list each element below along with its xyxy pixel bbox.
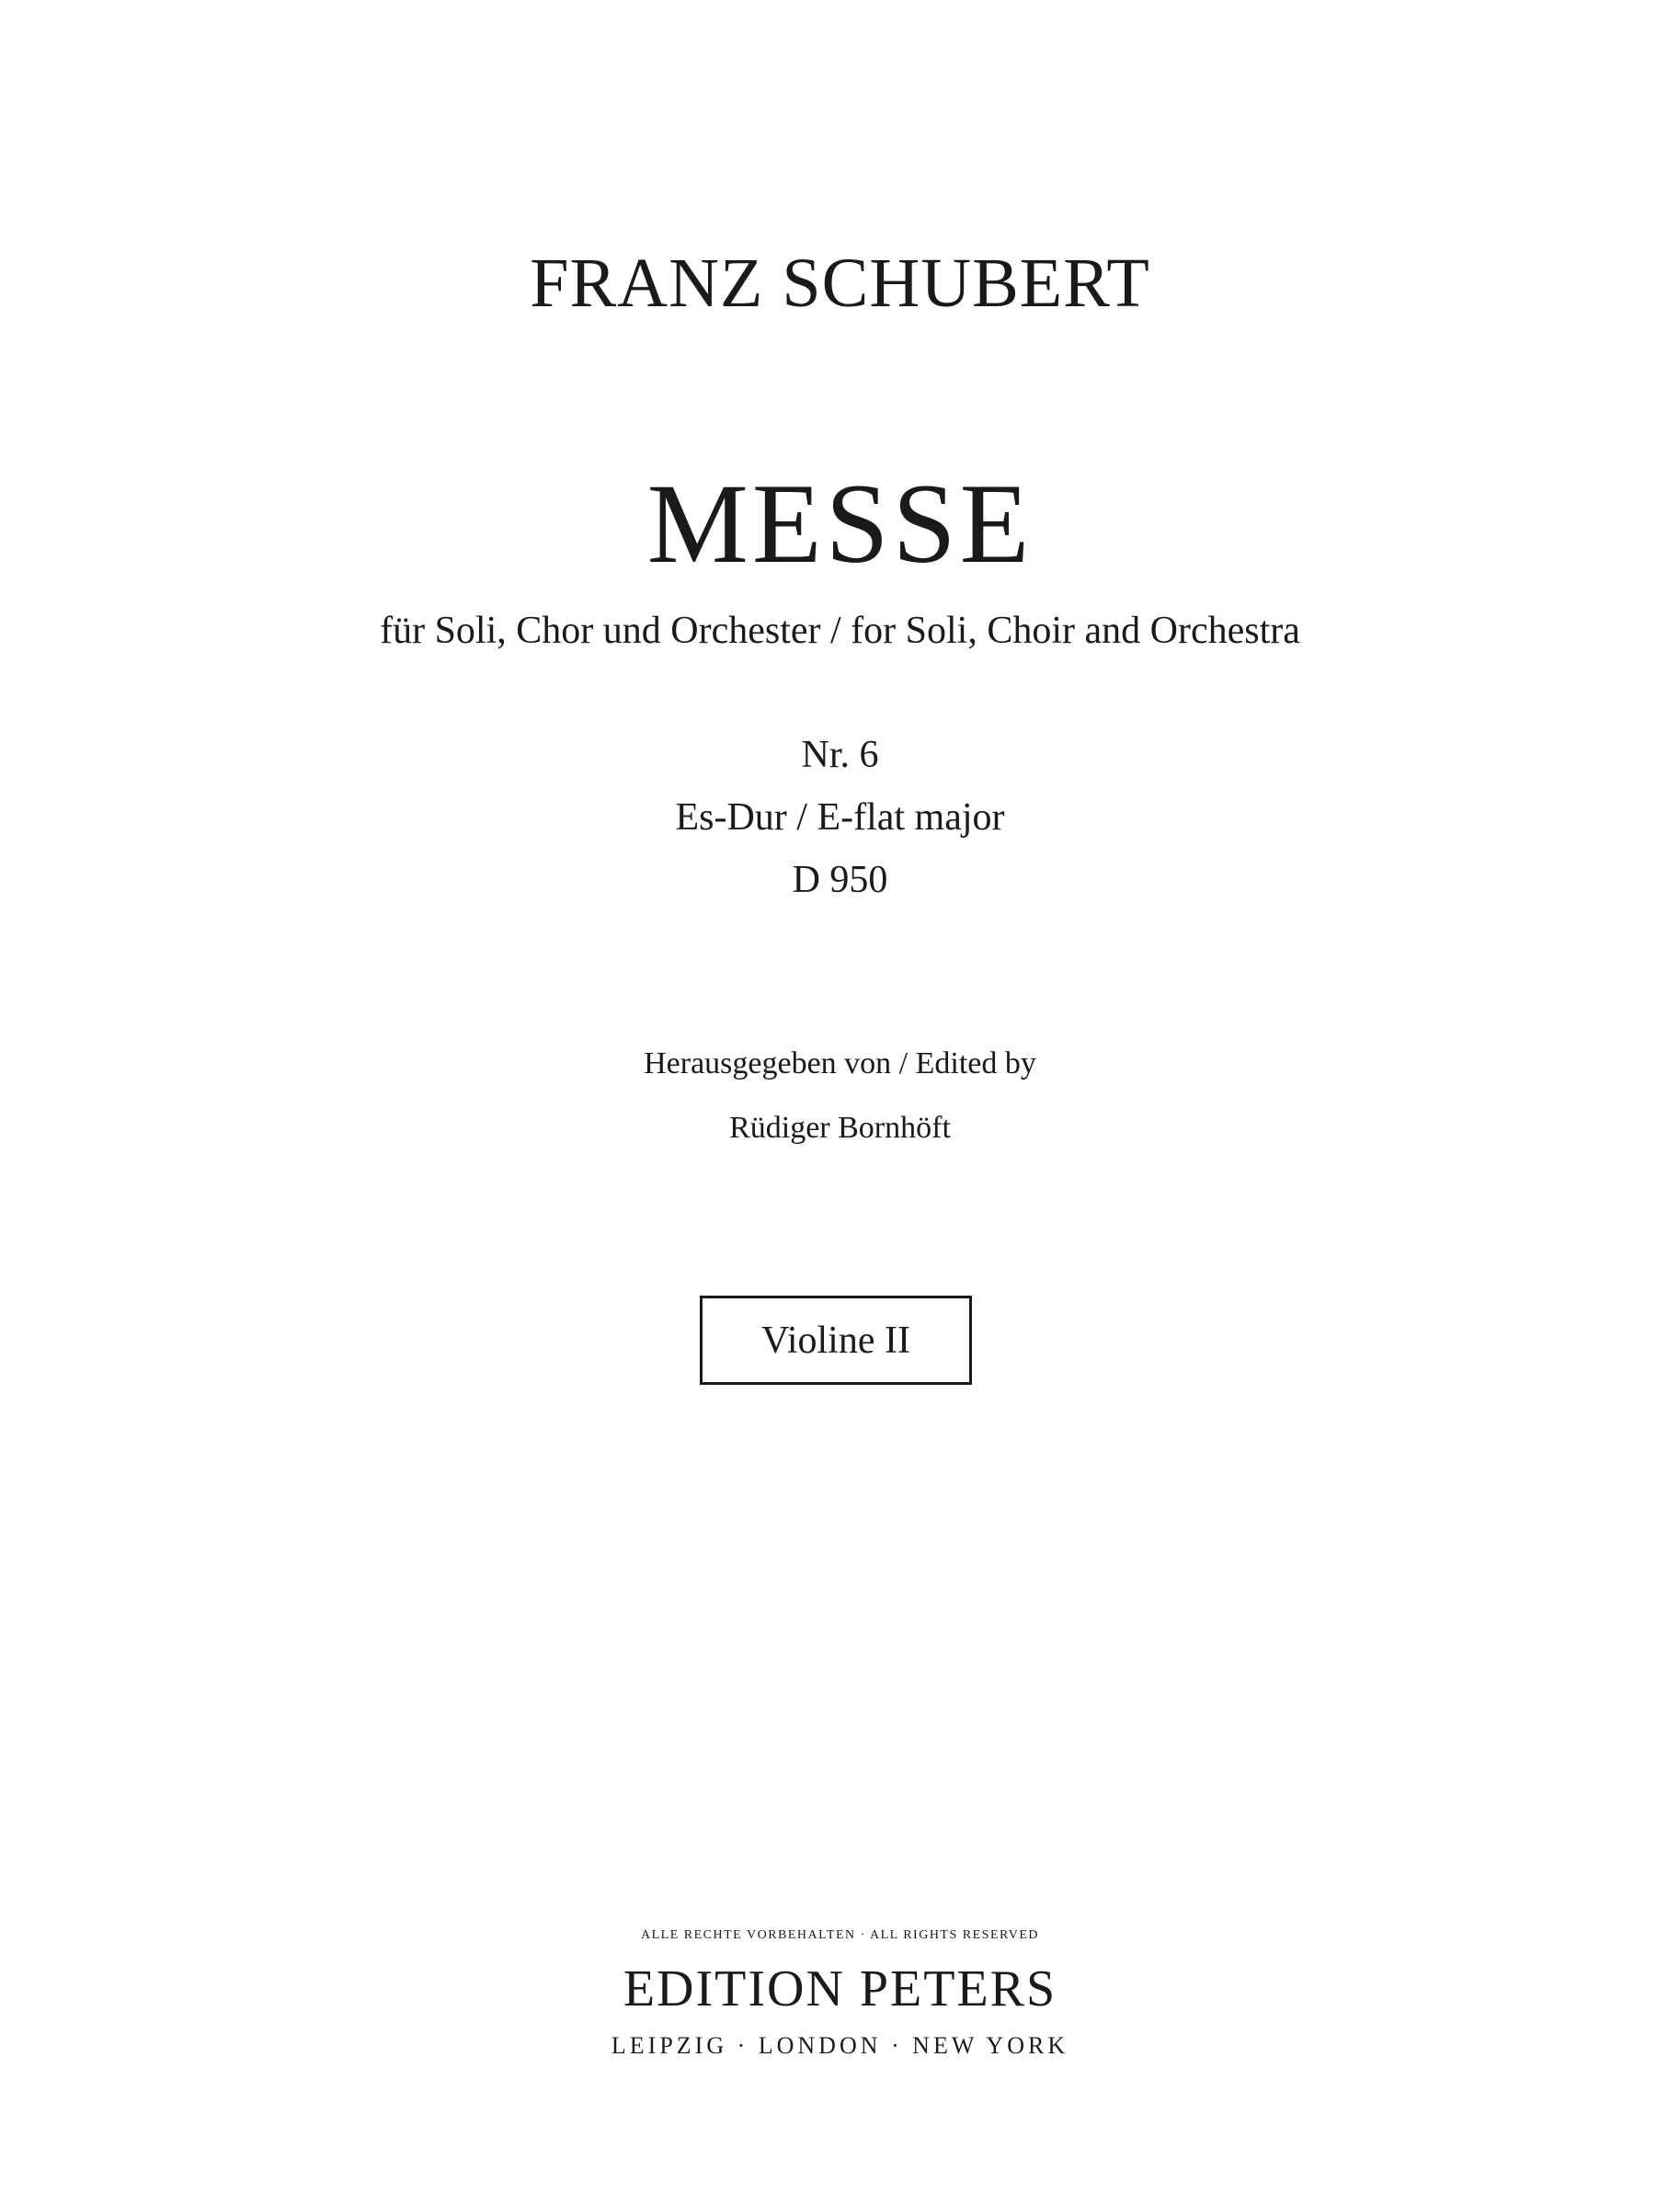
edited-by-label: Herausgegeben von / Edited by — [644, 1046, 1036, 1080]
work-subtitle: für Soli, Chor und Orchester / for Soli, Choir and Orchestra — [380, 610, 1300, 652]
work-number: Nr. 6 — [801, 734, 879, 776]
publisher-name: EDITION PETERS — [623, 1960, 1057, 2017]
work-key: Es-Dur / E-flat major — [675, 796, 1005, 839]
publisher-cities: LEIPZIG · LONDON · NEW YORK — [611, 2032, 1069, 2059]
instrument-part-box: Violine II — [700, 1296, 972, 1385]
catalog-number: D 950 — [792, 859, 888, 901]
editor-name: Rüdiger Bornhöft — [729, 1111, 951, 1145]
composer-name: FRANZ SCHUBERT — [530, 245, 1150, 322]
work-title: MESSE — [646, 461, 1034, 587]
rights-notice: ALLE RECHTE VORBEHALTEN · ALL RIGHTS RESERVED — [641, 1928, 1039, 1942]
